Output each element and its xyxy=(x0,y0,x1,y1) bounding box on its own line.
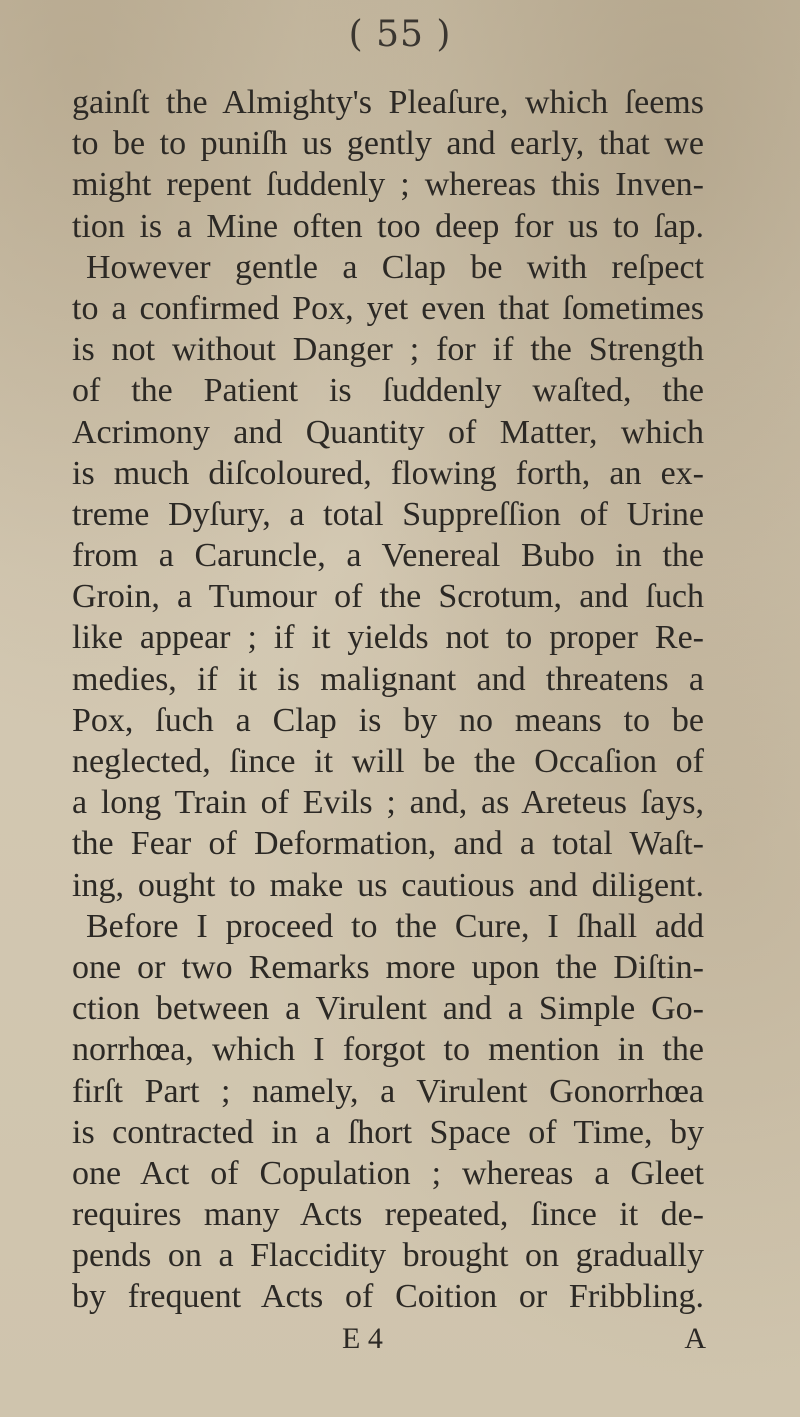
signature-mark: E 4 xyxy=(342,1322,383,1355)
text-line: is much diſcoloured, flowing forth, an ex- xyxy=(72,454,704,492)
text-line: treme Dyſury, a total Suppreſſion of Urine xyxy=(72,495,704,533)
text-line: to a confirmed Pox, yet even that ſometimes xyxy=(72,289,704,327)
text-line: by frequent Acts of Coition or Fribbling. xyxy=(72,1278,704,1316)
text-line: might repent ſuddenly ; whereas this Inven- xyxy=(72,166,704,204)
text-line: requires many Acts repeated, ſince it de- xyxy=(72,1196,704,1234)
text-line: a long Train of Evils ; and, as Areteus ſays, xyxy=(72,784,704,822)
text-line: is not without Danger ; for if the Strength xyxy=(72,331,704,369)
page-number: ( 55 ) xyxy=(348,14,452,55)
text-line: of the Patient is ſuddenly waſted, the xyxy=(72,372,704,410)
text-line: medies, if it is malignant and threatens a xyxy=(72,660,704,698)
text-line: one Act of Copulation ; whereas a Gleet xyxy=(72,1154,704,1192)
text-line: firſt Part ; namely, a Virulent Gonorrhœa xyxy=(72,1072,704,1110)
text-line: to be to puniſh us gently and early, that we xyxy=(72,125,704,163)
catchword: A xyxy=(684,1322,706,1355)
text-line: one or two Remarks more upon the Diſtin- xyxy=(72,948,704,986)
text-line: norrhœa, which I forgot to mention in the xyxy=(72,1031,704,1069)
paragraph-start-line: However gentle a Clap be with reſpect xyxy=(86,248,704,286)
text-line: tion is a Mine often too deep for us to ſap. xyxy=(72,207,704,245)
text-line: pends on a Flaccidity brought on gradually xyxy=(72,1237,704,1275)
text-line: Groin, a Tumour of the Scrotum, and ſuch xyxy=(72,578,704,616)
text-line: is contracted in a ſhort Space of Time, by xyxy=(72,1113,704,1151)
text-line: ing, ought to make us cautious and diligent. xyxy=(72,866,704,904)
text-line: Pox, ſuch a Clap is by no means to be xyxy=(72,701,704,739)
text-line: from a Caruncle, a Venereal Bubo in the xyxy=(72,537,704,575)
page-footer xyxy=(72,1322,704,1366)
text-line: neglected, ſince it will be the Occaſion of xyxy=(72,743,704,780)
text-line: ction between a Virulent and a Simple Go- xyxy=(72,990,704,1028)
paragraph-start-line: Before I proceed to the Cure, I ſhall add xyxy=(86,907,704,945)
text-line: gainſt the Almighty's Pleaſure, which ſeems xyxy=(72,84,704,121)
text-line: the Fear of Deformation, and a total Waſt- xyxy=(72,825,704,863)
text-line: Acrimony and Quantity of Matter, which xyxy=(72,413,704,451)
body-text xyxy=(72,82,704,1318)
text-line: like appear ; if it yields not to proper Re- xyxy=(72,619,704,657)
